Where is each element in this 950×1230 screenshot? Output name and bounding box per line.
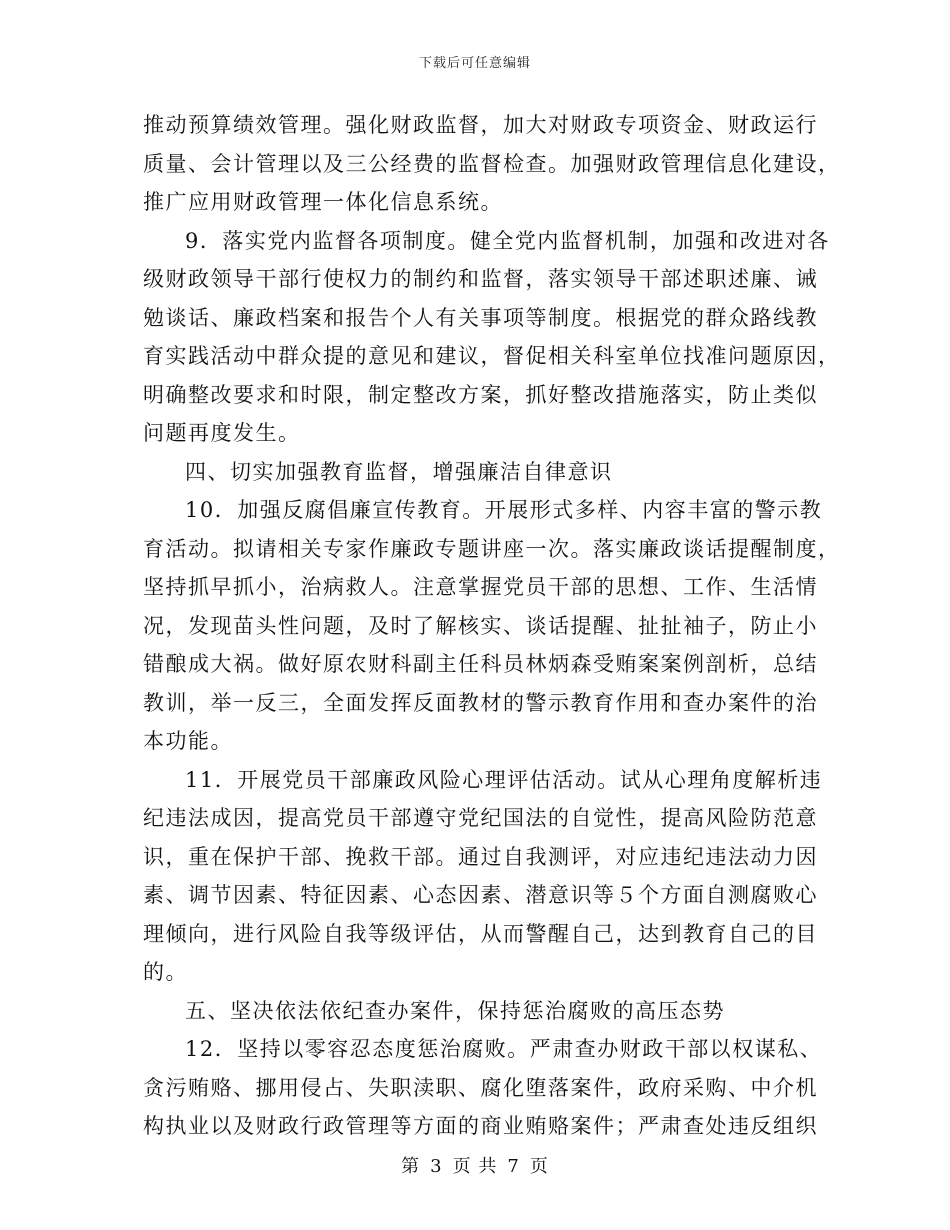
text-line: 质量、会计管理以及三公经费的监督检查。加强财政管理信息化建设， (143, 151, 841, 176)
text-line: 级财政领导干部行使权力的制约和监督，落实领导干部述职述廉、诫 (143, 267, 818, 291)
section-heading: 五、坚决依法依纪查办案件，保持惩治腐败的高压态势 (185, 998, 725, 1023)
footer-middle: 页 共 (452, 1156, 498, 1177)
text-line: 理倾向，进行风险自我等级评估，从而警醒自己，达到教育自己的目 (143, 921, 818, 946)
text-line: 育实践活动中群众提的意见和建议，督促相关科室单位找准问题原因， (143, 344, 841, 368)
text-line: 10．加强反腐倡廉宣传教育。开展形式多样、内容丰富的警示教 (185, 498, 823, 522)
text-line: 构执业以及财政行政管理等方面的商业贿赂案件；严肃查处违反组织 (143, 1114, 818, 1138)
page-footer (0, 1152, 950, 1178)
text-line: 本功能。 (143, 729, 233, 753)
text-line: 推动预算绩效管理。强化财政监督，加大对财政专项资金、财政运行 (143, 113, 818, 137)
text-line: 育活动。拟请相关专家作廉政专题讲座一次。落实廉政谈话提醒制度， (143, 536, 841, 561)
text-line: 12．坚持以零容忍态度惩治腐败。严肃查办财政干部以权谋私、 (185, 1037, 823, 1061)
text-line: 问题再度发生。 (143, 421, 301, 445)
section-heading: 四、切实加强教育监督，增强廉洁自律意识 (185, 459, 613, 484)
text-line: 素、调节因素、特征因素、心态因素、潜意识等５个方面自测腐败心 (143, 883, 818, 907)
text-line: 况，发现苗头性问题，及时了解核实、谈话提醒、扯扯袖子，防止小 (143, 613, 818, 638)
footer-suffix: 页 (529, 1156, 549, 1177)
text-line: 纪违法成因，提高党员干部遵守党纪国法的自觉性，提高风险防范意 (143, 806, 818, 830)
page-header: 下载后可任意编辑 (418, 56, 531, 71)
text-line: 11．开展党员干部廉政风险心理评估活动。试从心理角度解析违 (185, 767, 823, 792)
text-line: 坚持抓早抓小，治病救人。注意掌握党员干部的思想、工作、生活情 (143, 575, 818, 599)
document-body (143, 106, 841, 1146)
text-line: 贪污贿赂、挪用侵占、失职渎职、腐化堕落案件，政府采购、中介机 (143, 1075, 818, 1100)
text-line: 教训，举一反三，全面发挥反面教材的警示教育作用和查办案件的治 (143, 690, 818, 715)
text-line: 识，重在保护干部、挽救干部。通过自我测评，对应违纪违法动力因 (143, 844, 818, 869)
text-line: 明确整改要求和时限，制定整改方案，抓好整改措施落实，防止类似 (143, 382, 818, 407)
text-line: 的。 (143, 960, 188, 984)
text-line: 9．落实党内监督各项制度。健全党内监督机制，加强和改进对各 (185, 228, 830, 253)
total-pages-number: 7 (507, 1156, 520, 1177)
text-line: 错酿成大祸。做好原农财科副主任科员林炳森受贿案案例剖析，总结 (143, 652, 818, 676)
current-page-number: 3 (430, 1156, 443, 1177)
text-line: 推广应用财政管理一体化信息系统。 (143, 190, 503, 214)
text-line: 勉谈话、廉政档案和报告个人有关事项等制度。根据党的群众路线教 (143, 305, 818, 330)
footer-prefix: 第 (401, 1156, 421, 1177)
